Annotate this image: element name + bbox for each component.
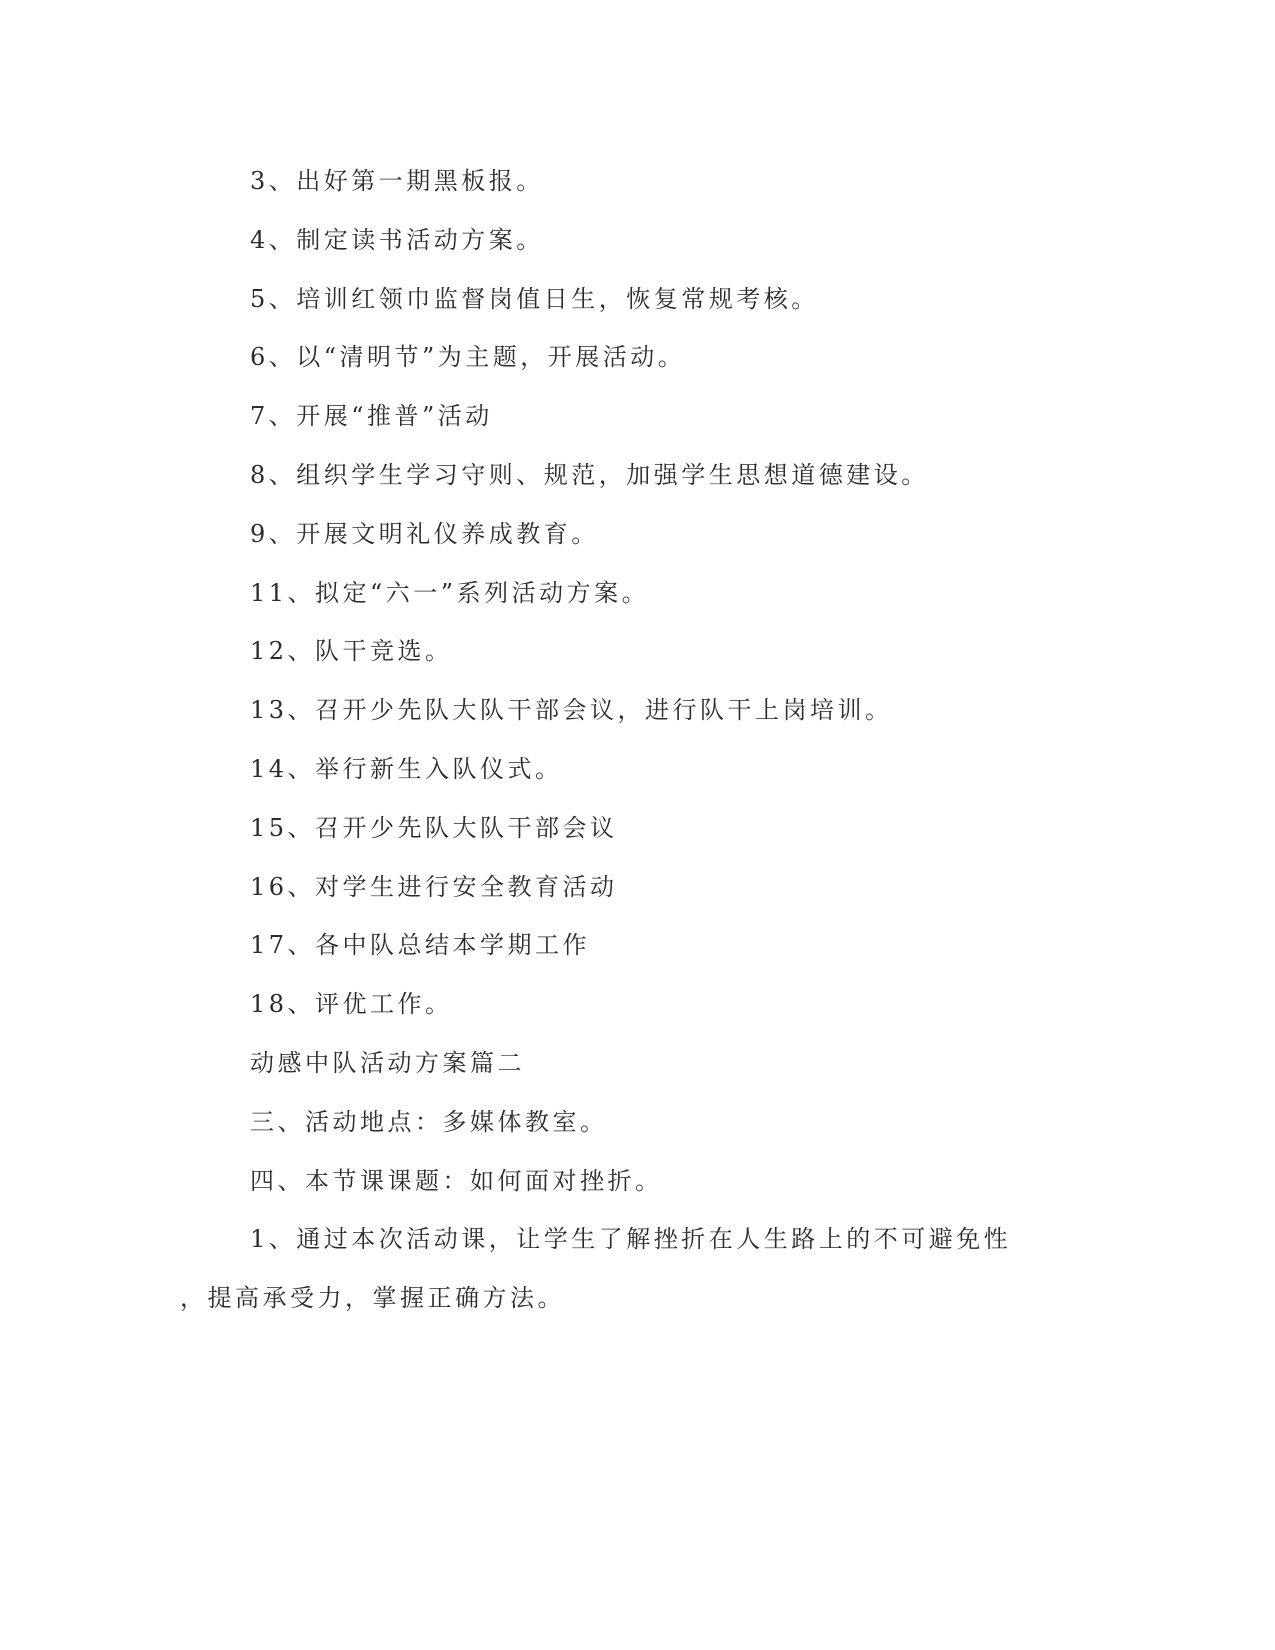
list-item: 12、队干竞选。 (250, 637, 453, 666)
list-item: 13、召开少先队大队干部会议，进行队干上岗培训。 (250, 696, 893, 725)
list-item: 11、拟定“六一”系列活动方案。 (250, 578, 650, 607)
list-item: 16、对学生进行安全教育活动 (250, 872, 618, 901)
list-item: 9、开展文明礼仪养成教育。 (250, 519, 599, 548)
list-item: 4、制定读书活动方案。 (250, 225, 544, 254)
section-line: 四、本节课课题：如何面对挫折。 (250, 1166, 663, 1195)
list-item: 7、开展“推普”活动 (250, 402, 493, 431)
paragraph-line: 1、通过本次活动课，让学生了解挫折在人生路上的不可避免性 (250, 1225, 1012, 1254)
list-item: 6、以“清明节”为主题，开展活动。 (250, 343, 686, 372)
section-line: 三、活动地点：多媒体教室。 (250, 1107, 608, 1136)
list-item: 15、召开少先队大队干部会议 (250, 813, 618, 842)
list-item: 17、各中队总结本学期工作 (250, 931, 591, 960)
list-item: 5、培训红领巾监督岗值日生，恢复常规考核。 (250, 284, 819, 313)
paragraph-line-continuation: ，提高承受力，掌握正确方法。 (180, 1284, 565, 1313)
list-item: 8、组织学生学习守则、规范，加强学生思想道德建设。 (250, 460, 929, 489)
section-title: 动感中队活动方案篇二 (250, 1048, 525, 1077)
list-item: 18、评优工作。 (250, 990, 453, 1019)
list-item: 14、举行新生入队仪式。 (250, 754, 563, 783)
list-item: 3、出好第一期黑板报。 (250, 167, 544, 195)
